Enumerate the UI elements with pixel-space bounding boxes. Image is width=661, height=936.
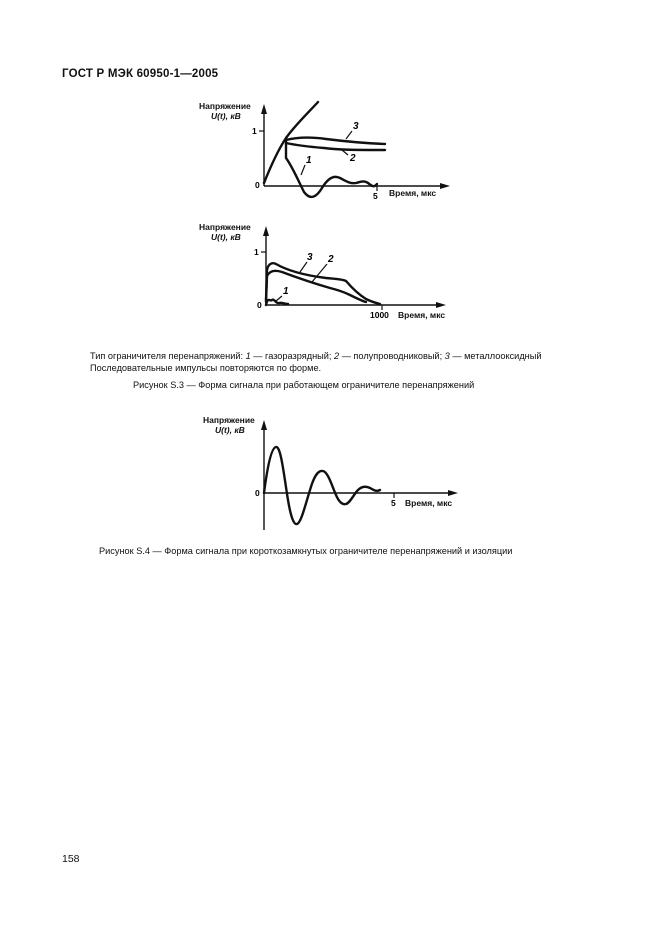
figure-s4-caption: Рисунок S.4 — Форма сигнала при короткозамкнутых ограничителе перенапряжений и изоляции: [99, 546, 513, 556]
top-chart-ylabel-line2: U(t), кВ: [211, 111, 241, 121]
bottom-chart-y-tick-0-label: 0: [257, 300, 262, 310]
s4-chart-waveform: [264, 447, 380, 524]
legend-item1-text: — газоразрядный;: [250, 351, 335, 361]
top-chart-curve-2-label: 2: [350, 153, 356, 164]
bottom-chart-curve-2-label: 2: [328, 254, 334, 265]
bottom-chart-curve-3-label: 3: [307, 252, 313, 263]
bottom-chart-ylabel-line1: Напряжение: [199, 222, 251, 232]
figure-s3-legend-line2: Последовательные импульсы повторяются по форме.: [90, 363, 322, 373]
legend-item1-num: 1: [245, 351, 251, 361]
s4-chart-x-arrow: [448, 490, 458, 496]
top-chart-curve-3-label: 3: [353, 121, 359, 132]
top-chart-ylabel-line1: Напряжение: [199, 101, 251, 111]
top-chart-y-tick-0-label: 0: [255, 180, 260, 190]
s4-chart-ylabel-line2: U(t), кВ: [215, 425, 245, 435]
top-chart-x-tick-5-label: 5: [373, 191, 378, 201]
page-number: 158: [62, 853, 80, 865]
top-chart-curve-1-label: 1: [306, 155, 312, 166]
top-chart-y-tick-1-label: 1: [252, 126, 257, 136]
s4-chart-ylabel-line1: Напряжение: [203, 415, 255, 425]
s4-chart-y-tick-0-label: 0: [255, 488, 260, 498]
legend-item2-num: 2: [334, 351, 340, 361]
top-chart-xlabel: Время, мкс: [389, 188, 437, 198]
bottom-chart-xlabel: Время, мкс: [398, 310, 446, 320]
document-header: ГОСТ Р МЭК 60950-1—2005: [62, 68, 219, 80]
legend-item3-num: 3: [444, 351, 450, 361]
s4-chart-x-tick-5-label: 5: [391, 498, 396, 508]
s4-chart-xlabel: Время, мкс: [405, 498, 453, 508]
legend-prefix: Тип ограничителя перенапряжений:: [90, 351, 246, 361]
bottom-chart-ylabel-line2: U(t), кВ: [211, 232, 241, 242]
figure-s3-caption: Рисунок S.3 — Форма сигнала при работающем ограничителе перенапряжений: [133, 380, 475, 390]
legend-item2-text: — полупроводниковый;: [339, 351, 445, 361]
bottom-chart-curve-1-label: 1: [283, 286, 289, 297]
legend-item3-text: — металлооксидный: [449, 351, 542, 361]
bottom-chart-x-tick-1000-label: 1000: [370, 310, 389, 320]
s4-chart-y-arrow: [261, 420, 267, 430]
bottom-chart-y-tick-1-label: 1: [254, 247, 259, 257]
